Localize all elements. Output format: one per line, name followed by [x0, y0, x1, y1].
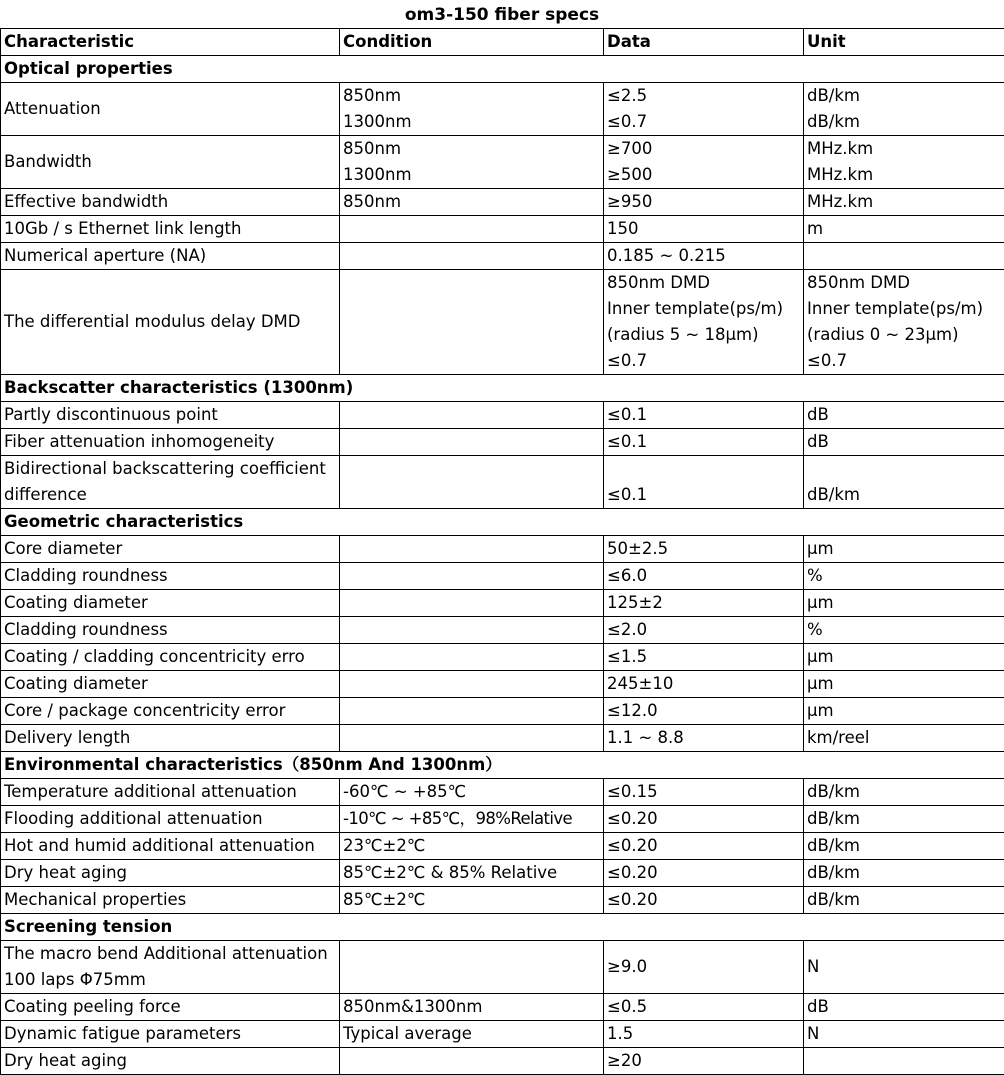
row-characteristic: Cladding roundness [1, 617, 340, 644]
row-unit: m [804, 216, 1004, 243]
row-condition: 850nm [340, 189, 604, 216]
row-condition [340, 644, 604, 671]
row-condition [340, 617, 604, 644]
row-data: ≤2.5 ≤0.7 [604, 83, 804, 136]
table-row [1, 779, 1004, 806]
row-data: ≤0.20 [604, 860, 804, 887]
row-characteristic: Mechanical properties [1, 887, 340, 914]
row-data: 245±10 [604, 671, 804, 698]
table-row [1, 994, 1004, 1021]
row-characteristic: Coating diameter [1, 590, 340, 617]
row-condition [340, 725, 604, 752]
row-characteristic: Temperature additional attenuation [1, 779, 340, 806]
row-data: ≤0.20 [604, 887, 804, 914]
row-data: 50±2.5 [604, 536, 804, 563]
row-condition [340, 216, 604, 243]
table-row [1, 216, 1004, 243]
row-data: ≤6.0 [604, 563, 804, 590]
table-row [1, 83, 1004, 136]
row-characteristic: Coating peeling force [1, 994, 340, 1021]
table-row [1, 189, 1004, 216]
header-condition: Condition [340, 29, 604, 56]
table-row [1, 860, 1004, 887]
spec-table [0, 28, 1004, 1075]
table-row [1, 725, 1004, 752]
row-characteristic: Dry heat aging [1, 1048, 340, 1075]
row-condition [340, 941, 604, 994]
row-condition: 850nm&1300nm [340, 994, 604, 1021]
row-data: ≤0.5 [604, 994, 804, 1021]
row-characteristic: Bidirectional backscattering coefficient difference [1, 456, 340, 509]
row-data: ≤0.1 [604, 402, 804, 429]
row-condition: 85℃±2℃ [340, 887, 604, 914]
row-unit: dB [804, 994, 1004, 1021]
row-condition [340, 671, 604, 698]
row-characteristic: Effective bandwidth [1, 189, 340, 216]
row-data: ≤0.20 [604, 806, 804, 833]
row-unit: N [804, 1021, 1004, 1048]
section-title: Screening tension [1, 914, 1004, 941]
table-row [1, 1021, 1004, 1048]
section-title: Backscatter characteristics (1300nm) [1, 375, 1004, 402]
row-data: 1.1 ~ 8.8 [604, 725, 804, 752]
row-condition: 85℃±2℃ & 85% Relative [340, 860, 604, 887]
row-condition [340, 270, 604, 375]
row-unit: MHz.km MHz.km [804, 136, 1004, 189]
table-row [1, 429, 1004, 456]
row-unit: dB/km [804, 779, 1004, 806]
row-unit: μm [804, 644, 1004, 671]
row-characteristic: 10Gb / s Ethernet link length [1, 216, 340, 243]
section-backscatter [1, 375, 1004, 402]
section-title: Optical properties [1, 56, 1004, 83]
row-unit: dB/km [804, 833, 1004, 860]
row-condition: Typical average [340, 1021, 604, 1048]
row-characteristic: Core diameter [1, 536, 340, 563]
row-characteristic: Numerical aperture (NA) [1, 243, 340, 270]
table-row [1, 698, 1004, 725]
row-characteristic: Coating diameter [1, 671, 340, 698]
row-unit: dB/km [804, 456, 1004, 509]
row-condition: 23℃±2℃ [340, 833, 604, 860]
row-characteristic: Hot and humid additional attenuation [1, 833, 340, 860]
table-row [1, 590, 1004, 617]
row-unit: % [804, 563, 1004, 590]
row-condition [340, 456, 604, 509]
row-data: 850nm DMD Inner template(ps/m) (radius 5 ~ 18μm) ≤0.7 [604, 270, 804, 375]
row-data: ≥950 [604, 189, 804, 216]
row-unit: % [804, 617, 1004, 644]
table-row [1, 887, 1004, 914]
row-data: 1.5 [604, 1021, 804, 1048]
row-characteristic: Fiber attenuation inhomogeneity [1, 429, 340, 456]
row-condition: 850nm 1300nm [340, 136, 604, 189]
row-condition [340, 243, 604, 270]
header-data: Data [604, 29, 804, 56]
row-data: ≤0.1 [604, 456, 804, 509]
section-title: Geometric characteristics [1, 509, 1004, 536]
table-row [1, 1048, 1004, 1075]
table-row [1, 671, 1004, 698]
row-characteristic: Dry heat aging [1, 860, 340, 887]
row-characteristic: Coating / cladding concentricity erro [1, 644, 340, 671]
row-condition: 850nm 1300nm [340, 83, 604, 136]
row-unit: km/reel [804, 725, 1004, 752]
row-data: ≤0.15 [604, 779, 804, 806]
header-characteristic: Characteristic [1, 29, 340, 56]
table-row [1, 536, 1004, 563]
row-unit: dB [804, 429, 1004, 456]
table-header-row [1, 29, 1004, 56]
row-data: ≥700 ≥500 [604, 136, 804, 189]
row-characteristic: The differential modulus delay DMD [1, 270, 340, 375]
table-row [1, 644, 1004, 671]
row-condition [340, 563, 604, 590]
table-row [1, 136, 1004, 189]
table-row [1, 563, 1004, 590]
header-unit: Unit [804, 29, 1004, 56]
row-characteristic: Delivery length [1, 725, 340, 752]
row-data: ≤0.1 [604, 429, 804, 456]
row-characteristic: Bandwidth [1, 136, 340, 189]
row-condition [340, 536, 604, 563]
section-geometric [1, 509, 1004, 536]
row-condition [340, 429, 604, 456]
row-unit: MHz.km [804, 189, 1004, 216]
row-condition [340, 402, 604, 429]
row-unit: dB/km dB/km [804, 83, 1004, 136]
table-row [1, 806, 1004, 833]
row-data: ≤0.20 [604, 833, 804, 860]
row-data: 0.185 ~ 0.215 [604, 243, 804, 270]
row-condition [340, 590, 604, 617]
row-characteristic: Attenuation [1, 83, 340, 136]
row-unit: μm [804, 590, 1004, 617]
row-data: 125±2 [604, 590, 804, 617]
row-characteristic: Flooding additional attenuation [1, 806, 340, 833]
row-data: ≤2.0 [604, 617, 804, 644]
row-data: ≥9.0 [604, 941, 804, 994]
row-data: 150 [604, 216, 804, 243]
section-title: Environmental characteristics（850nm And 1300nm） [1, 752, 1004, 779]
page-title: om3-150 fiber specs [0, 0, 1004, 28]
row-data: ≤12.0 [604, 698, 804, 725]
row-unit: μm [804, 671, 1004, 698]
row-unit: dB/km [804, 806, 1004, 833]
table-row [1, 402, 1004, 429]
row-characteristic: Partly discontinuous point [1, 402, 340, 429]
row-condition [340, 1048, 604, 1075]
table-row [1, 456, 1004, 509]
row-characteristic: Cladding roundness [1, 563, 340, 590]
row-unit [804, 243, 1004, 270]
row-unit [804, 1048, 1004, 1075]
row-characteristic: Dynamic fatigue parameters [1, 1021, 340, 1048]
row-unit: dB/km [804, 860, 1004, 887]
row-unit: N [804, 941, 1004, 994]
section-environmental [1, 752, 1004, 779]
section-screening [1, 914, 1004, 941]
table-row [1, 833, 1004, 860]
row-condition: -10℃ ~ +85℃，98%Relative [340, 806, 604, 833]
table-row [1, 941, 1004, 994]
section-optical [1, 56, 1004, 83]
table-row [1, 243, 1004, 270]
row-characteristic: The macro bend Additional attenuation 100 laps Φ75mm [1, 941, 340, 994]
row-unit: 850nm DMD Inner template(ps/m) (radius 0 ~ 23μm) ≤0.7 [804, 270, 1004, 375]
row-unit: dB [804, 402, 1004, 429]
row-unit: dB/km [804, 887, 1004, 914]
row-condition [340, 698, 604, 725]
table-row [1, 617, 1004, 644]
row-unit: μm [804, 536, 1004, 563]
row-condition: -60℃ ~ +85℃ [340, 779, 604, 806]
row-unit: μm [804, 698, 1004, 725]
row-characteristic: Core / package concentricity error [1, 698, 340, 725]
table-row [1, 270, 1004, 375]
row-data: ≤1.5 [604, 644, 804, 671]
row-data: ≥20 [604, 1048, 804, 1075]
